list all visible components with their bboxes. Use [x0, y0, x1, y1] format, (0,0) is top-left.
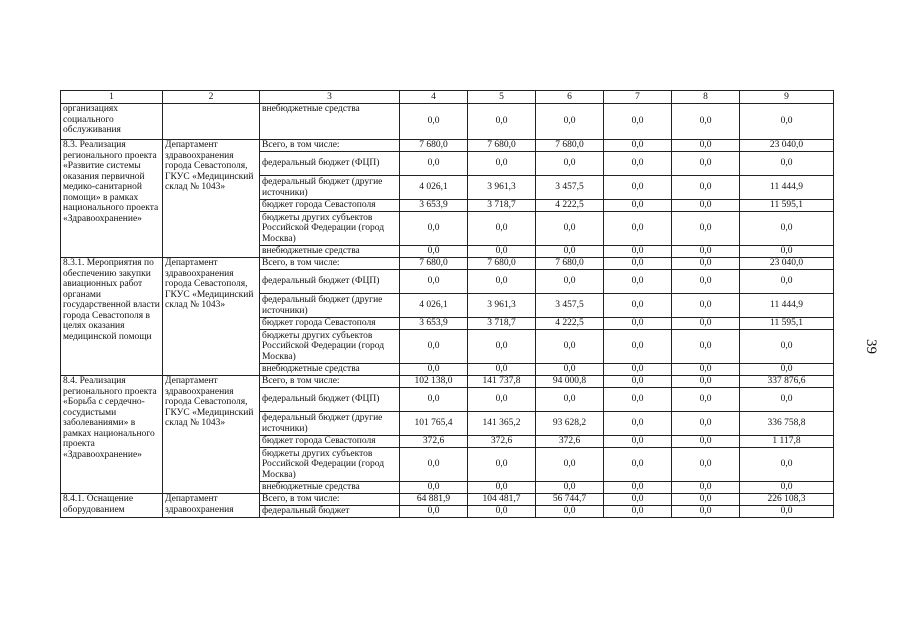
- value-cell: 0,0: [468, 364, 536, 376]
- executor-cell: Департамент здравоохранения: [163, 494, 260, 518]
- value-cell: 0,0: [604, 376, 672, 388]
- value-cell: 0,0: [536, 212, 604, 246]
- value-cell: 0,0: [400, 388, 468, 412]
- column-header: 1: [61, 91, 163, 104]
- table-row: [61, 140, 834, 152]
- value-cell: 0,0: [604, 294, 672, 318]
- value-cell: 0,0: [536, 506, 604, 518]
- column-header: 6: [536, 91, 604, 104]
- value-cell: 0,0: [604, 258, 672, 270]
- funding-source-cell: Всего, в том числе:: [260, 494, 400, 506]
- value-cell: 0,0: [740, 104, 834, 140]
- value-cell: 7 680,0: [400, 140, 468, 152]
- measure-name-cell: 8.4.1. Оснащение оборудованием: [61, 494, 163, 518]
- value-cell: 3 961,3: [468, 176, 536, 200]
- value-cell: 0,0: [468, 482, 536, 494]
- funding-source-cell: Всего, в том числе:: [260, 376, 400, 388]
- value-cell: 0,0: [536, 152, 604, 176]
- value-cell: 0,0: [604, 412, 672, 436]
- value-cell: 3 653,9: [400, 318, 468, 330]
- column-header: 5: [468, 91, 536, 104]
- funding-source-cell: внебюджетные средства: [260, 246, 400, 258]
- value-cell: 0,0: [740, 482, 834, 494]
- value-cell: 0,0: [672, 212, 740, 246]
- value-cell: 0,0: [740, 330, 834, 364]
- value-cell: 0,0: [468, 270, 536, 294]
- value-cell: 0,0: [740, 212, 834, 246]
- funding-source-cell: федеральный бюджет (другие источники): [260, 412, 400, 436]
- value-cell: 0,0: [672, 294, 740, 318]
- value-cell: 7 680,0: [468, 140, 536, 152]
- executor-cell: [163, 104, 260, 140]
- value-cell: 4 026,1: [400, 176, 468, 200]
- value-cell: 0,0: [604, 318, 672, 330]
- value-cell: 0,0: [604, 494, 672, 506]
- value-cell: 23 040,0: [740, 258, 834, 270]
- column-header: 4: [400, 91, 468, 104]
- value-cell: 64 881,9: [400, 494, 468, 506]
- value-cell: 0,0: [604, 176, 672, 200]
- value-cell: 1 117,8: [740, 436, 834, 448]
- value-cell: 372,6: [536, 436, 604, 448]
- funding-source-cell: внебюджетные средства: [260, 104, 400, 140]
- page-number: 39: [863, 339, 879, 354]
- value-cell: 0,0: [604, 200, 672, 212]
- value-cell: 0,0: [672, 448, 740, 482]
- value-cell: 11 444,9: [740, 176, 834, 200]
- column-header-row: [61, 91, 834, 104]
- value-cell: 0,0: [672, 318, 740, 330]
- value-cell: 0,0: [672, 246, 740, 258]
- funding-source-cell: федеральный бюджет (ФЦП): [260, 388, 400, 412]
- column-header: 8: [672, 91, 740, 104]
- value-cell: 0,0: [672, 482, 740, 494]
- executor-cell: Департамент здравоохранения города Севастополя, ГКУС «Медицинский склад № 1043»: [163, 258, 260, 376]
- value-cell: 3 961,3: [468, 294, 536, 318]
- value-cell: 0,0: [536, 482, 604, 494]
- value-cell: 7 680,0: [400, 258, 468, 270]
- table-body: [61, 91, 834, 518]
- value-cell: 0,0: [400, 482, 468, 494]
- value-cell: 3 457,5: [536, 176, 604, 200]
- value-cell: 0,0: [672, 412, 740, 436]
- value-cell: 0,0: [468, 506, 536, 518]
- value-cell: 4 222,5: [536, 200, 604, 212]
- value-cell: 0,0: [536, 388, 604, 412]
- value-cell: 0,0: [400, 152, 468, 176]
- value-cell: 0,0: [672, 388, 740, 412]
- value-cell: 0,0: [604, 270, 672, 294]
- value-cell: 0,0: [672, 330, 740, 364]
- value-cell: 337 876,6: [740, 376, 834, 388]
- measure-name-cell: организациях социального обслуживания: [61, 104, 163, 140]
- value-cell: 0,0: [672, 506, 740, 518]
- funding-source-cell: бюджет города Севастополя: [260, 318, 400, 330]
- value-cell: 0,0: [400, 506, 468, 518]
- value-cell: 11 444,9: [740, 294, 834, 318]
- value-cell: 0,0: [400, 104, 468, 140]
- column-header: 3: [260, 91, 400, 104]
- table-row: [61, 104, 834, 140]
- value-cell: 0,0: [672, 270, 740, 294]
- budget-table: [60, 90, 834, 518]
- value-cell: 0,0: [672, 494, 740, 506]
- value-cell: 0,0: [400, 246, 468, 258]
- value-cell: 0,0: [740, 364, 834, 376]
- value-cell: 0,0: [672, 140, 740, 152]
- value-cell: 0,0: [468, 388, 536, 412]
- value-cell: 104 481,7: [468, 494, 536, 506]
- value-cell: 0,0: [672, 376, 740, 388]
- value-cell: 226 108,3: [740, 494, 834, 506]
- executor-cell: Департамент здравоохранения города Севастополя, ГКУС «Медицинский склад № 1043»: [163, 140, 260, 258]
- value-cell: 372,6: [468, 436, 536, 448]
- value-cell: 7 680,0: [468, 258, 536, 270]
- value-cell: 0,0: [400, 448, 468, 482]
- table-row: [61, 258, 834, 270]
- measure-name-cell: 8.4. Реализация регионального проекта «Борьба с сердечно-сосудистыми заболеваниями» в рамках национального проекта «Здравоохранение»: [61, 376, 163, 494]
- value-cell: 336 758,8: [740, 412, 834, 436]
- value-cell: 102 138,0: [400, 376, 468, 388]
- value-cell: 0,0: [468, 152, 536, 176]
- value-cell: 4 222,5: [536, 318, 604, 330]
- funding-source-cell: бюджет города Севастополя: [260, 436, 400, 448]
- value-cell: 0,0: [536, 104, 604, 140]
- value-cell: 3 718,7: [468, 318, 536, 330]
- value-cell: 0,0: [604, 246, 672, 258]
- executor-cell: Департамент здравоохранения города Севастополя, ГКУС «Медицинский склад № 1043»: [163, 376, 260, 494]
- value-cell: 0,0: [536, 246, 604, 258]
- value-cell: 0,0: [604, 482, 672, 494]
- value-cell: 0,0: [672, 364, 740, 376]
- measure-name-cell: 8.3. Реализация регионального проекта «Развитие системы оказания первичной медико-санитарной помощи» в рамках национального проекта «Здравоохранение»: [61, 140, 163, 258]
- value-cell: 141 365,2: [468, 412, 536, 436]
- value-cell: 0,0: [400, 364, 468, 376]
- value-cell: 0,0: [604, 506, 672, 518]
- value-cell: 0,0: [740, 270, 834, 294]
- value-cell: 0,0: [400, 270, 468, 294]
- funding-source-cell: федеральный бюджет (другие источники): [260, 176, 400, 200]
- value-cell: 94 000,8: [536, 376, 604, 388]
- value-cell: 0,0: [604, 330, 672, 364]
- value-cell: 0,0: [740, 388, 834, 412]
- funding-source-cell: федеральный бюджет (другие источники): [260, 294, 400, 318]
- value-cell: 0,0: [536, 364, 604, 376]
- value-cell: 56 744,7: [536, 494, 604, 506]
- measure-name-cell: 8.3.1. Мероприятия по обеспечению закупки авиационных работ органами государственной власти города Севастополя в целях оказания медицинской помощи: [61, 258, 163, 376]
- value-cell: 0,0: [604, 212, 672, 246]
- value-cell: 0,0: [604, 388, 672, 412]
- value-cell: 372,6: [400, 436, 468, 448]
- funding-source-cell: внебюджетные средства: [260, 482, 400, 494]
- value-cell: 3 457,5: [536, 294, 604, 318]
- value-cell: 11 595,1: [740, 200, 834, 212]
- value-cell: 0,0: [468, 448, 536, 482]
- value-cell: 0,0: [672, 152, 740, 176]
- funding-source-cell: бюджеты других субъектов Российской Федерации (город Москва): [260, 330, 400, 364]
- value-cell: 101 765,4: [400, 412, 468, 436]
- value-cell: 0,0: [672, 104, 740, 140]
- funding-source-cell: федеральный бюджет: [260, 506, 400, 518]
- value-cell: 141 737,8: [468, 376, 536, 388]
- value-cell: 0,0: [536, 270, 604, 294]
- value-cell: 0,0: [740, 152, 834, 176]
- value-cell: 4 026,1: [400, 294, 468, 318]
- value-cell: 0,0: [604, 364, 672, 376]
- value-cell: 0,0: [536, 330, 604, 364]
- value-cell: 0,0: [400, 212, 468, 246]
- value-cell: 0,0: [400, 330, 468, 364]
- value-cell: 7 680,0: [536, 258, 604, 270]
- value-cell: 7 680,0: [536, 140, 604, 152]
- value-cell: 93 628,2: [536, 412, 604, 436]
- value-cell: 0,0: [740, 506, 834, 518]
- table-row: [61, 494, 834, 506]
- funding-source-cell: федеральный бюджет (ФЦП): [260, 152, 400, 176]
- value-cell: 0,0: [740, 246, 834, 258]
- value-cell: 0,0: [672, 200, 740, 212]
- value-cell: 0,0: [604, 448, 672, 482]
- value-cell: 0,0: [536, 448, 604, 482]
- value-cell: 0,0: [468, 330, 536, 364]
- value-cell: 3 718,7: [468, 200, 536, 212]
- funding-source-cell: бюджеты других субъектов Российской Федерации (город Москва): [260, 212, 400, 246]
- funding-source-cell: Всего, в том числе:: [260, 258, 400, 270]
- value-cell: 0,0: [604, 140, 672, 152]
- value-cell: 0,0: [740, 448, 834, 482]
- funding-source-cell: федеральный бюджет (ФЦП): [260, 270, 400, 294]
- value-cell: 0,0: [604, 104, 672, 140]
- column-header: 2: [163, 91, 260, 104]
- value-cell: 23 040,0: [740, 140, 834, 152]
- column-header: 7: [604, 91, 672, 104]
- value-cell: 0,0: [672, 258, 740, 270]
- value-cell: 0,0: [604, 436, 672, 448]
- funding-source-cell: внебюджетные средства: [260, 364, 400, 376]
- value-cell: 0,0: [468, 246, 536, 258]
- table-row: [61, 376, 834, 388]
- funding-source-cell: бюджет города Севастополя: [260, 200, 400, 212]
- funding-source-cell: Всего, в том числе:: [260, 140, 400, 152]
- value-cell: 0,0: [468, 212, 536, 246]
- value-cell: 0,0: [468, 104, 536, 140]
- column-header: 9: [740, 91, 834, 104]
- value-cell: 3 653,9: [400, 200, 468, 212]
- value-cell: 0,0: [672, 176, 740, 200]
- value-cell: 0,0: [604, 152, 672, 176]
- value-cell: 11 595,1: [740, 318, 834, 330]
- value-cell: 0,0: [672, 436, 740, 448]
- funding-source-cell: бюджеты других субъектов Российской Федерации (город Москва): [260, 448, 400, 482]
